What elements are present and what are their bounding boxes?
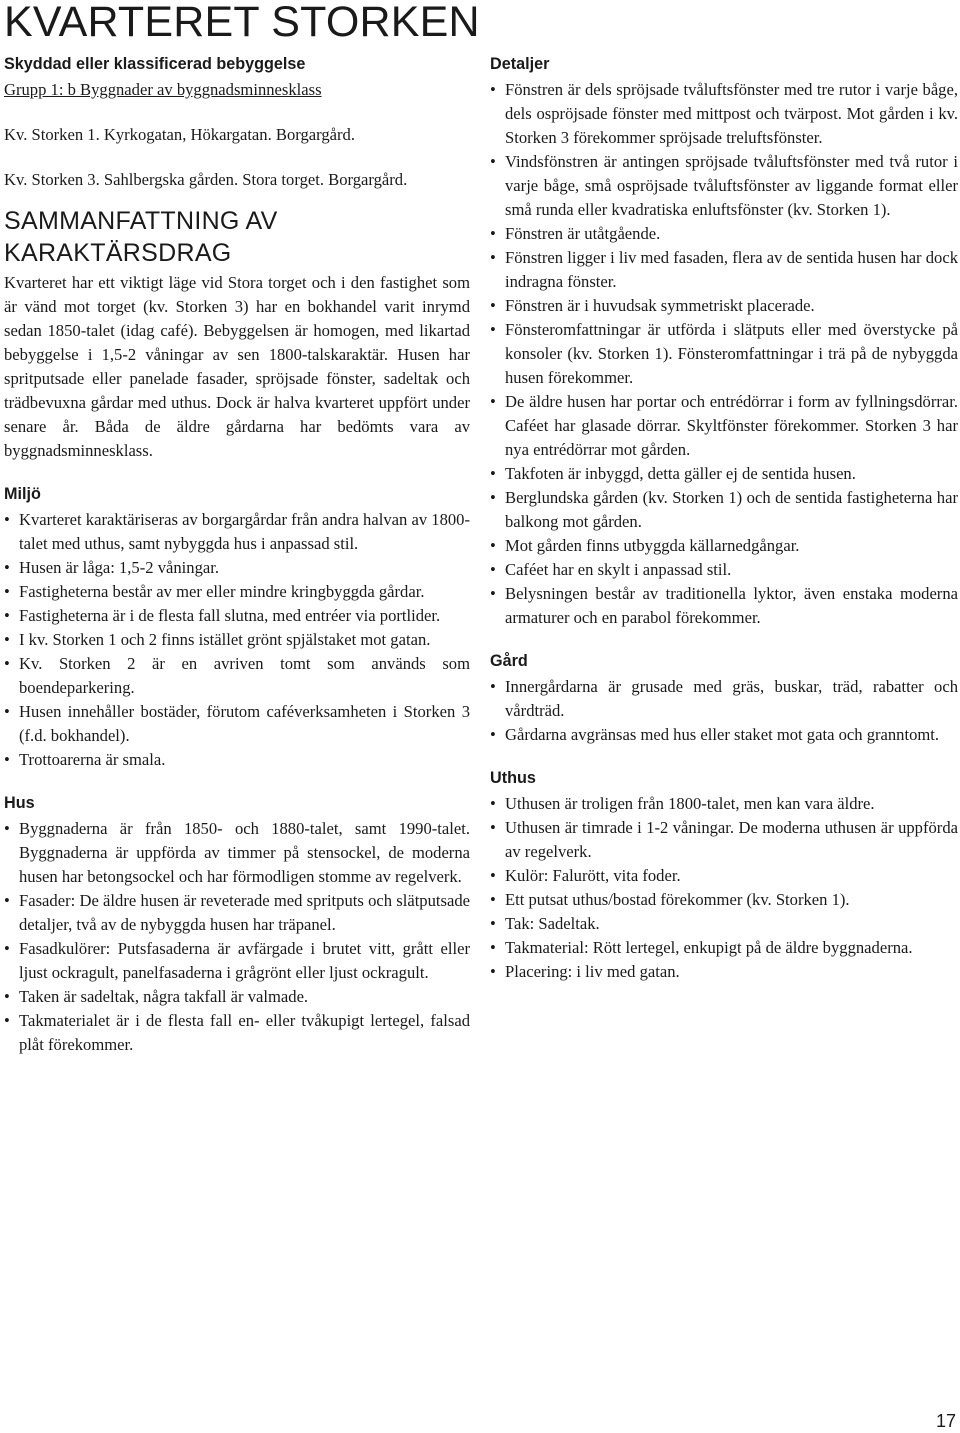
list-item: • Fönstren är i huvudsak symmetriskt placerade. bbox=[490, 294, 958, 318]
detaljer-heading: Detaljer bbox=[490, 55, 550, 73]
detaljer-list bbox=[490, 78, 958, 630]
spacer bbox=[490, 630, 958, 651]
list-item: • Vindsfönstren är antingen spröjsade tvåluftsfönster med två rutor i varje båge, små ospröjsade tvåluftsfönster av liggande format eller små runda eller kvadratiska enluftsfönster (kv. Storken 1). bbox=[490, 150, 958, 222]
list-item: • Tak: Sadeltak. bbox=[490, 912, 958, 936]
summary-text: Kvarteret har ett viktigt läge vid Stora torget och i den fastighet som är vänd mot torget (kv. Storken 3) har en bokhandel varit inrymd sedan 1850-talet (idag café). Bebyggelsen är homogen, med likartad bebyggelse i 1,5-2 våningar av sen 1800-talskaraktär. Husen har spritputsade eller panelade fasader, spröjsade fönster, sadeltak och trädbevuxna gårdar med uthus. Dock är halva kvarteret uppfört under senare år. Båda de äldre gårdarna har bedömts vara av byggnadsminnesklass. bbox=[4, 273, 470, 460]
protected-entry: Kv. Storken 3. Sahlbergska gården. Stora torget. Borgargård. bbox=[4, 170, 408, 189]
list-item: • Byggnaderna är från 1850- och 1880-talet, samt 1990-talet. Byggnaderna är uppförda av timmer på stensockel, de moderna husen har betongsockel och har förmodligen stomme av regelverk. bbox=[4, 817, 470, 889]
gard-list bbox=[490, 675, 958, 747]
list-item: • Fönstren är dels spröjsade tvåluftsfönster med tre rutor i varje båge, dels ospröjsade fönster med mittpost och tvärpost. Mot gården i kv. Storken 3 förekommer spröjsade treluftsfönster. bbox=[490, 78, 958, 150]
list-item: • Belysningen består av traditionella lyktor, även enstaka moderna armaturer och en parabol förekommer. bbox=[490, 582, 958, 630]
protected-entry: Kv. Storken 1. Kyrkogatan, Hökargatan. Borgargård. bbox=[4, 125, 356, 144]
list-item: • Kulör: Falurött, vita foder. bbox=[490, 864, 958, 888]
list-item: • Fönstren ligger i liv med fasaden, flera av de sentida husen har dock indragna fönster. bbox=[490, 246, 958, 294]
spacer bbox=[4, 772, 470, 793]
hus-list bbox=[4, 817, 470, 1057]
hus-heading: Hus bbox=[4, 794, 35, 812]
uthus-list bbox=[490, 792, 958, 984]
list-item: • Uthusen är timrade i 1-2 våningar. De moderna uthusen är uppförda av regelverk. bbox=[490, 816, 958, 864]
protected-block bbox=[4, 78, 470, 192]
page-number: 17 bbox=[935, 1411, 956, 1431]
list-item: • Takfoten är inbyggd, detta gäller ej de sentida husen. bbox=[490, 462, 958, 486]
list-item: • I kv. Storken 1 och 2 finns istället grönt spjälstaket mot gatan. bbox=[4, 628, 470, 652]
summary-heading: SAMMANFATTNING AV KARAKTÄRSDRAG bbox=[4, 207, 278, 267]
list-item: • Fönstren är utåtgående. bbox=[490, 222, 958, 246]
list-item: • Uthusen är troligen från 1800-talet, men kan vara äldre. bbox=[490, 792, 958, 816]
protected-group: Grupp 1: b Byggnader av byggnadsminnesklass bbox=[4, 80, 322, 99]
list-item: • Caféet har en skylt i anpassad stil. bbox=[490, 558, 958, 582]
list-item: • De äldre husen har portar och entrédörrar i form av fyllningsdörrar. Caféet har glasade dörrar. Skyltfönster förekommer. Storken 3 har nya entrédörrar mot gården. bbox=[490, 390, 958, 462]
list-item: • Fastigheterna är i de flesta fall slutna, med entréer via portlider. bbox=[4, 604, 470, 628]
page-title: KVARTERET STORKEN bbox=[4, 0, 480, 46]
list-item: • Trottoarerna är smala. bbox=[4, 748, 470, 772]
list-item: • Gårdarna avgränsas med hus eller staket mot gata och granntomt. bbox=[490, 723, 958, 747]
list-item: • Husen är låga: 1,5-2 våningar. bbox=[4, 556, 470, 580]
list-item: • Takmaterialet är i de flesta fall en- eller tvåkupigt lertegel, falsad plåt förekommer. bbox=[4, 1009, 470, 1057]
list-item: • Taken är sadeltak, några takfall är valmade. bbox=[4, 985, 470, 1009]
list-item: • Fönsteromfattningar är utförda i slätputs eller med överstycke på konsoler (kv. Storken 1). Fönsteromfattningar i trä på de nybyggda husen förekommer. bbox=[490, 318, 958, 390]
list-item: • Fasader: De äldre husen är reveterade med spritputs och slätputsade detaljer, två av de nybyggda husen har träpanel. bbox=[4, 889, 470, 937]
list-item: • Innergårdarna är grusade med gräs, buskar, träd, rabatter och vårdträd. bbox=[490, 675, 958, 723]
list-item: • Berglundska gården (kv. Storken 1) och de sentida fastigheterna har balkong mot gården. bbox=[490, 486, 958, 534]
gard-heading: Gård bbox=[490, 652, 528, 670]
list-item: • Placering: i liv med gatan. bbox=[490, 960, 958, 984]
spacer bbox=[4, 463, 470, 484]
right-column bbox=[490, 54, 958, 984]
uthus-heading: Uthus bbox=[490, 769, 536, 787]
list-item: • Mot gården finns utbyggda källarnedgångar. bbox=[490, 534, 958, 558]
protected-heading: Skyddad eller klassificerad bebyggelse bbox=[4, 55, 306, 73]
list-item: • Kv. Storken 2 är en avriven tomt som används som boendeparkering. bbox=[4, 652, 470, 700]
left-column bbox=[4, 54, 470, 1057]
miljo-list bbox=[4, 508, 470, 772]
list-item: • Fastigheterna består av mer eller mindre kringbyggda gårdar. bbox=[4, 580, 470, 604]
list-item: • Kvarteret karaktäriseras av borgargårdar från andra halvan av 1800-talet med uthus, samt nybyggda hus i anpassad stil. bbox=[4, 508, 470, 556]
list-item: • Fasadkulörer: Putsfasaderna är avfärgade i brutet vitt, grått eller ljust ockragult, panelfasaderna i grågrönt eller ljust ockragult. bbox=[4, 937, 470, 985]
list-item: • Husen innehåller bostäder, förutom caféverksamheten i Storken 3 (f.d. bokhandel). bbox=[4, 700, 470, 748]
list-item: • Ett putsat uthus/bostad förekommer (kv. Storken 1). bbox=[490, 888, 958, 912]
spacer bbox=[490, 747, 958, 768]
miljo-heading: Miljö bbox=[4, 485, 41, 503]
list-item: • Takmaterial: Rött lertegel, enkupigt på de äldre byggnaderna. bbox=[490, 936, 958, 960]
